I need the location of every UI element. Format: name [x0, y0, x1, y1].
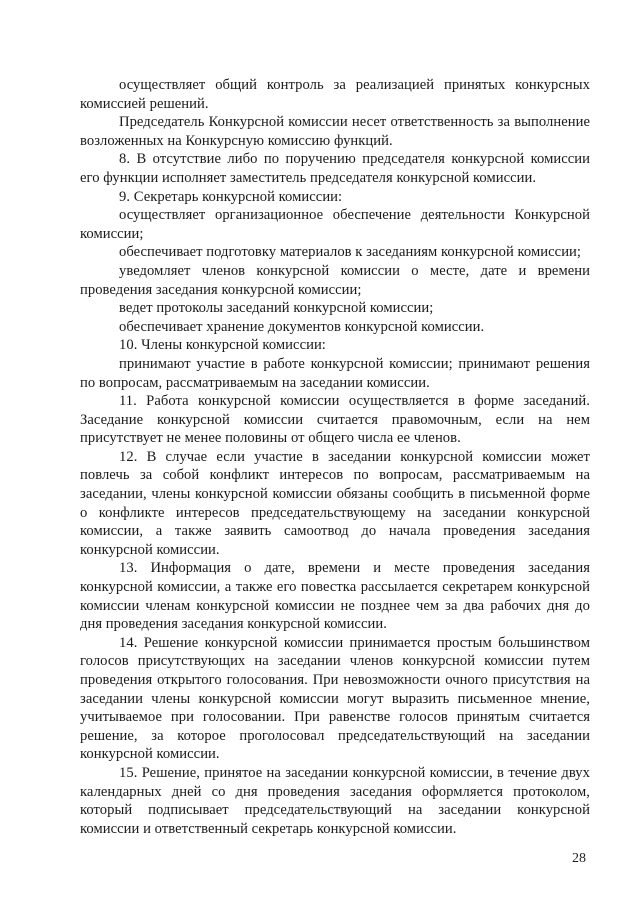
paragraph-general-control: осуществляет общий контроль за реализацией принятых конкурсных комиссией решений. [80, 77, 590, 112]
paragraph-item-14: 14. Решение конкурсной комиссии принимается простым большинством голосов присутствующих на заседании членов конкурсной комиссии путем проведения открытого голосования. При невозможности очного присутствия на заседании члены конкурсной комиссии могут выразить письменное мнение, учитываемое при голосовании. При равенстве голосов принятым считается решение, за которое проголосовал председательствующий на заседании конкурсной комиссии. [80, 634, 590, 763]
paragraph-item-13: 13. Информация о дате, времени и месте проведения заседания конкурсной комиссии, а также его повестка рассылается секретарем конкурсной комиссии членам конкурсной комиссии не позднее чем за два рабочих дня до дня проведения заседания конкурсной комиссии. [80, 560, 590, 633]
paragraph-members-duty: принимают участие в работе конкурсной комиссии; принимают решения по вопросам, рассматриваемым на заседании комиссии. [80, 355, 590, 391]
paragraph-item-8: 8. В отсутствие либо по поручению председателя конкурсной комиссии его функции исполняет заместитель председателя конкурсной комиссии. [80, 151, 590, 186]
paragraph-secretary-duty-4: ведет протоколы заседаний конкурсной комиссии; [119, 300, 434, 317]
paragraph-secretary-duty-3: уведомляет членов конкурсной комиссии о месте, дате и времени проведения заседания конкурсной комиссии; [80, 262, 590, 298]
paragraph-secretary-duty-2: обеспечивает подготовку материалов к заседаниям конкурсной комиссии; [119, 244, 582, 261]
paragraph-item-11: 11. Работа конкурсной комиссии осуществляется в форме заседаний. Заседание конкурсной комиссии считается правомочным, если на нем присутствует не менее половины от общего числа ее членов. [80, 393, 590, 447]
paragraph-secretary-duty-1: осуществляет организационное обеспечение деятельности Конкурсной комиссии; [80, 207, 590, 242]
paragraph-item-12: 12. В случае если участие в заседании конкурсной комиссии может повлечь за собой конфликт интересов по вопросам, рассматриваемым на заседании, члены конкурсной комиссии обязаны сообщить в письменной форме о конфликте интересов председательствующему на заседании конкурсной комиссии, а также заявить самоотвод до начала проведения заседания конкурсной комиссии. [80, 448, 590, 558]
paragraph-secretary-duty-5: обеспечивает хранение документов конкурсной комиссии. [119, 318, 485, 335]
paragraph-chairman-responsibility: Председатель Конкурсной комиссии несет ответственность за выполнение возложенных на Конкурсную комиссию функций. [80, 114, 590, 149]
paragraph-item-10-heading: 10. Члены конкурсной комиссии: [119, 337, 326, 354]
document-body [80, 76, 590, 838]
paragraph-item-9-heading: 9. Секретарь конкурсной комиссии: [119, 188, 343, 205]
page-number: 28 [572, 851, 586, 866]
paragraph-item-15: 15. Решение, принятое на заседании конкурсной комиссии, в течение двух календарных дней со дня проведения заседания оформляется протоколом, который подписывает председательствующий на заседании конкурсной комиссии и ответственный секретарь конкурсной комиссии. [80, 764, 590, 837]
